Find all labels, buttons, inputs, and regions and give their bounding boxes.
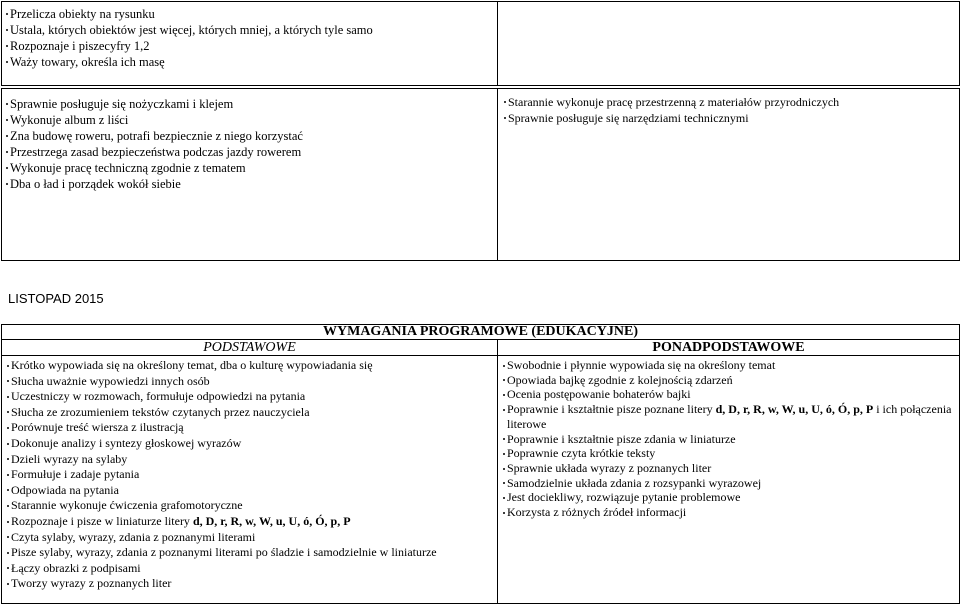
list-item: Poprawnie i kształtnie pisze zdania w liniaturze <box>503 432 959 447</box>
middle-left-cell <box>2 89 498 261</box>
advanced-list <box>503 358 959 520</box>
list-item: Sprawnie posługuje się narzędziami technicznymi <box>504 110 959 126</box>
middle-table <box>1 88 960 261</box>
list-item: Starannie wykonuje ćwiczenia grafomotoryczne <box>7 498 497 514</box>
list-item: Dzieli wyrazy na sylaby <box>7 452 497 468</box>
requirements-title: WYMAGANIA PROGRAMOWE (EDUKACYJNE) <box>2 325 960 340</box>
list-item: Uczestniczy w rozmowach, formułuje odpowiedzi na pytania <box>7 389 497 405</box>
list-item: Samodzielnie układa zdania z rozsypanki wyrazowej <box>503 476 959 491</box>
basic-cell <box>2 356 498 604</box>
list-item: Tworzy wyrazy z poznanych liter <box>7 576 497 592</box>
middle-right-cell <box>498 89 960 261</box>
list-item: Starannie wykonuje pracę przestrzenną z materiałów przyrodniczych <box>504 94 959 110</box>
list-item: Sprawnie układa wyrazy z poznanych liter <box>503 461 959 476</box>
list-item: Poprawnie czyta krótkie teksty <box>503 446 959 461</box>
list-item: Wykonuje album z liści <box>6 112 497 128</box>
list-item: Ustala, których obiektów jest więcej, których mniej, a których tyle samo <box>6 22 497 38</box>
list-item: Jest dociekliwy, rozwiązuje pytanie problemowe <box>503 490 959 505</box>
list-item: Opowiada bajkę zgodnie z kolejnością zdarzeń <box>503 373 959 388</box>
list-item: Waży towary, określa ich masę <box>6 54 497 70</box>
list-item: Wykonuje pracę techniczną zgodnie z tematem <box>6 160 497 176</box>
list-item: Przestrzega zasad bezpieczeństwa podczas jazdy rowerem <box>6 144 497 160</box>
list-item: Pisze sylaby, wyrazy, zdania z poznanymi literami po śladzie i samodzielnie w liniaturze <box>7 545 497 561</box>
middle-left-list <box>6 96 497 192</box>
top-table <box>1 1 960 86</box>
list-item: Porównuje treść wiersza z ilustracją <box>7 420 497 436</box>
basic-header: PODSTAWOWE <box>2 340 498 356</box>
list-item: Czyta sylaby, wyrazy, zdania z poznanymi literami <box>7 530 497 546</box>
month-heading: LISTOPAD 2015 <box>8 291 104 306</box>
list-item: Słucha uważnie wypowiedzi innych osób <box>7 374 497 390</box>
list-item: Dba o ład i porządek wokół siebie <box>6 176 497 192</box>
list-item: Korzysta z różnych źródeł informacji <box>503 505 959 520</box>
advanced-cell <box>498 356 960 604</box>
list-item: Rozpoznaje i pisze w liniaturze litery d, D, r, R, w, W, u, U, ó, Ó, p, P <box>7 514 497 530</box>
list-item: Słucha ze zrozumieniem tekstów czytanych przez nauczyciela <box>7 405 497 421</box>
list-item: Sprawnie posługuje się nożyczkami i klejem <box>6 96 497 112</box>
list-item: Odpowiada na pytania <box>7 483 497 499</box>
list-item: Krótko wypowiada się na określony temat, dba o kulturę wypowiadania się <box>7 358 497 374</box>
top-right-cell <box>498 2 960 86</box>
list-item: Dokonuje analizy i syntezy głoskowej wyrazów <box>7 436 497 452</box>
top-left-list <box>6 6 497 70</box>
requirements-table <box>1 324 960 604</box>
middle-right-list <box>504 94 959 126</box>
list-item: Rozpoznaje i piszecyfry 1,2 <box>6 38 497 54</box>
list-item: Zna budowę roweru, potrafi bezpiecznie z niego korzystać <box>6 128 497 144</box>
list-item: Poprawnie i kształtnie pisze poznane litery d, D, r, R, w, W, u, U, ó, Ó, p, P i ich połączenia literowe <box>503 402 959 431</box>
top-left-cell <box>2 2 498 86</box>
list-item: Łączy obrazki z podpisami <box>7 561 497 577</box>
basic-list <box>7 358 497 592</box>
advanced-header: PONADPODSTAWOWE <box>498 340 960 356</box>
list-item: Formułuje i zadaje pytania <box>7 467 497 483</box>
list-item: Przelicza obiekty na rysunku <box>6 6 497 22</box>
list-item: Swobodnie i płynnie wypowiada się na określony temat <box>503 358 959 373</box>
list-item: Ocenia postępowanie bohaterów bajki <box>503 387 959 402</box>
